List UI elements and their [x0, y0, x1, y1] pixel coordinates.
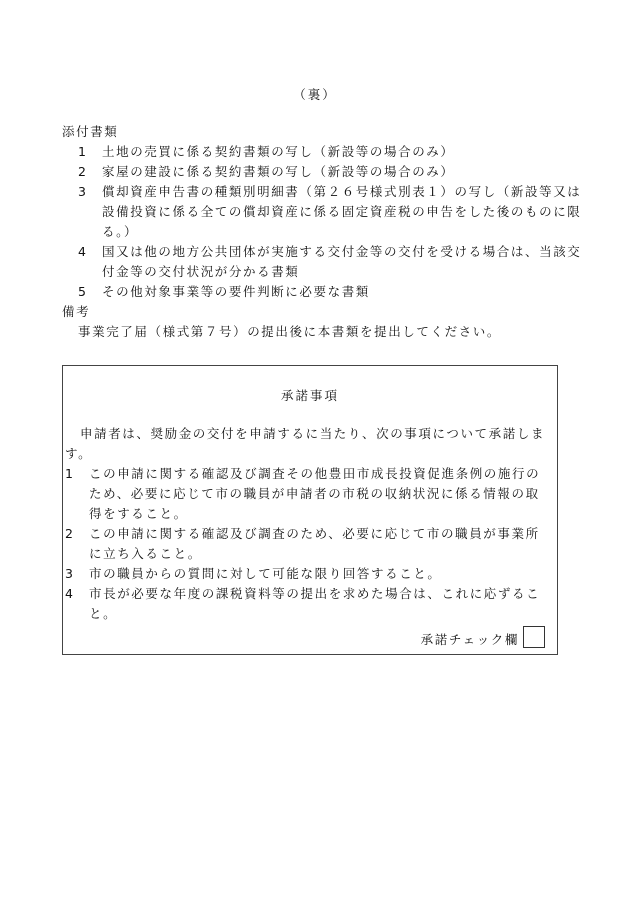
item-number: 3 [78, 184, 88, 199]
consent-item [65, 464, 551, 524]
item-text: この申請に関する確認及び調査のため、必要に応じて市の職員が事業所に立ち入ること。 [89, 526, 540, 561]
item-text: 市の職員からの質問に対して可能な限り回答すること。 [89, 566, 442, 581]
attachment-item [62, 142, 582, 162]
item-number: 2 [65, 526, 75, 541]
attachment-item [62, 162, 582, 182]
consent-item [65, 524, 551, 564]
item-text: 償却資産申告書の種類別明細書（第２６号様式別表１）の写し（新設等又は設備投資に係る全ての償却資産に係る固定資産税の申告をした後のものに限る。） [102, 184, 582, 239]
item-text: 家屋の建設に係る契約書類の写し（新設等の場合のみ） [102, 164, 455, 179]
item-number: 5 [78, 284, 88, 299]
attachment-item [62, 182, 582, 242]
item-number: 2 [78, 164, 88, 179]
consent-item [65, 564, 551, 584]
page-title: （裏） [293, 87, 337, 102]
attachments-section [62, 122, 582, 342]
attachment-item [62, 282, 582, 302]
item-number: 4 [78, 244, 88, 259]
consent-checkbox[interactable] [523, 626, 545, 648]
item-text: 国又は他の地方公共団体が実施する交付金等の交付を受ける場合は、当該交付金等の交付状況が分かる書類 [102, 244, 582, 279]
remarks-text: 事業完了届（様式第７号）の提出後に本書類を提出してください。 [78, 324, 502, 339]
consent-item [65, 584, 551, 624]
consent-body [65, 424, 551, 624]
consent-box [62, 365, 558, 655]
item-number: 4 [65, 586, 75, 601]
item-number: 1 [78, 144, 88, 159]
attachments-heading: 添付書類 [62, 124, 119, 139]
item-text: 市長が必要な年度の課税資料等の提出を求めた場合は、これに応ずること。 [89, 586, 541, 621]
consent-check-row [421, 626, 545, 648]
item-text: この申請に関する確認及び調査その他豊田市成長投資促進条例の施行のため、必要に応じて市の職員が申請者の市税の収納状況に係る情報の取得をすること。 [89, 466, 541, 521]
remarks-heading: 備考 [62, 304, 91, 319]
attachment-item [62, 242, 582, 282]
item-text: 土地の売買に係る契約書類の写し（新設等の場合のみ） [102, 144, 455, 159]
consent-intro: 申請者は、奨励金の交付を申請するに当たり、次の事項について承諾します。 [65, 426, 546, 461]
item-number: 3 [65, 566, 75, 581]
item-text: その他対象事業等の要件判断に必要な書類 [102, 284, 370, 299]
consent-title: 承諾事項 [280, 388, 339, 403]
consent-check-label: 承諾チェック欄 [420, 632, 519, 647]
item-number: 1 [65, 466, 75, 481]
